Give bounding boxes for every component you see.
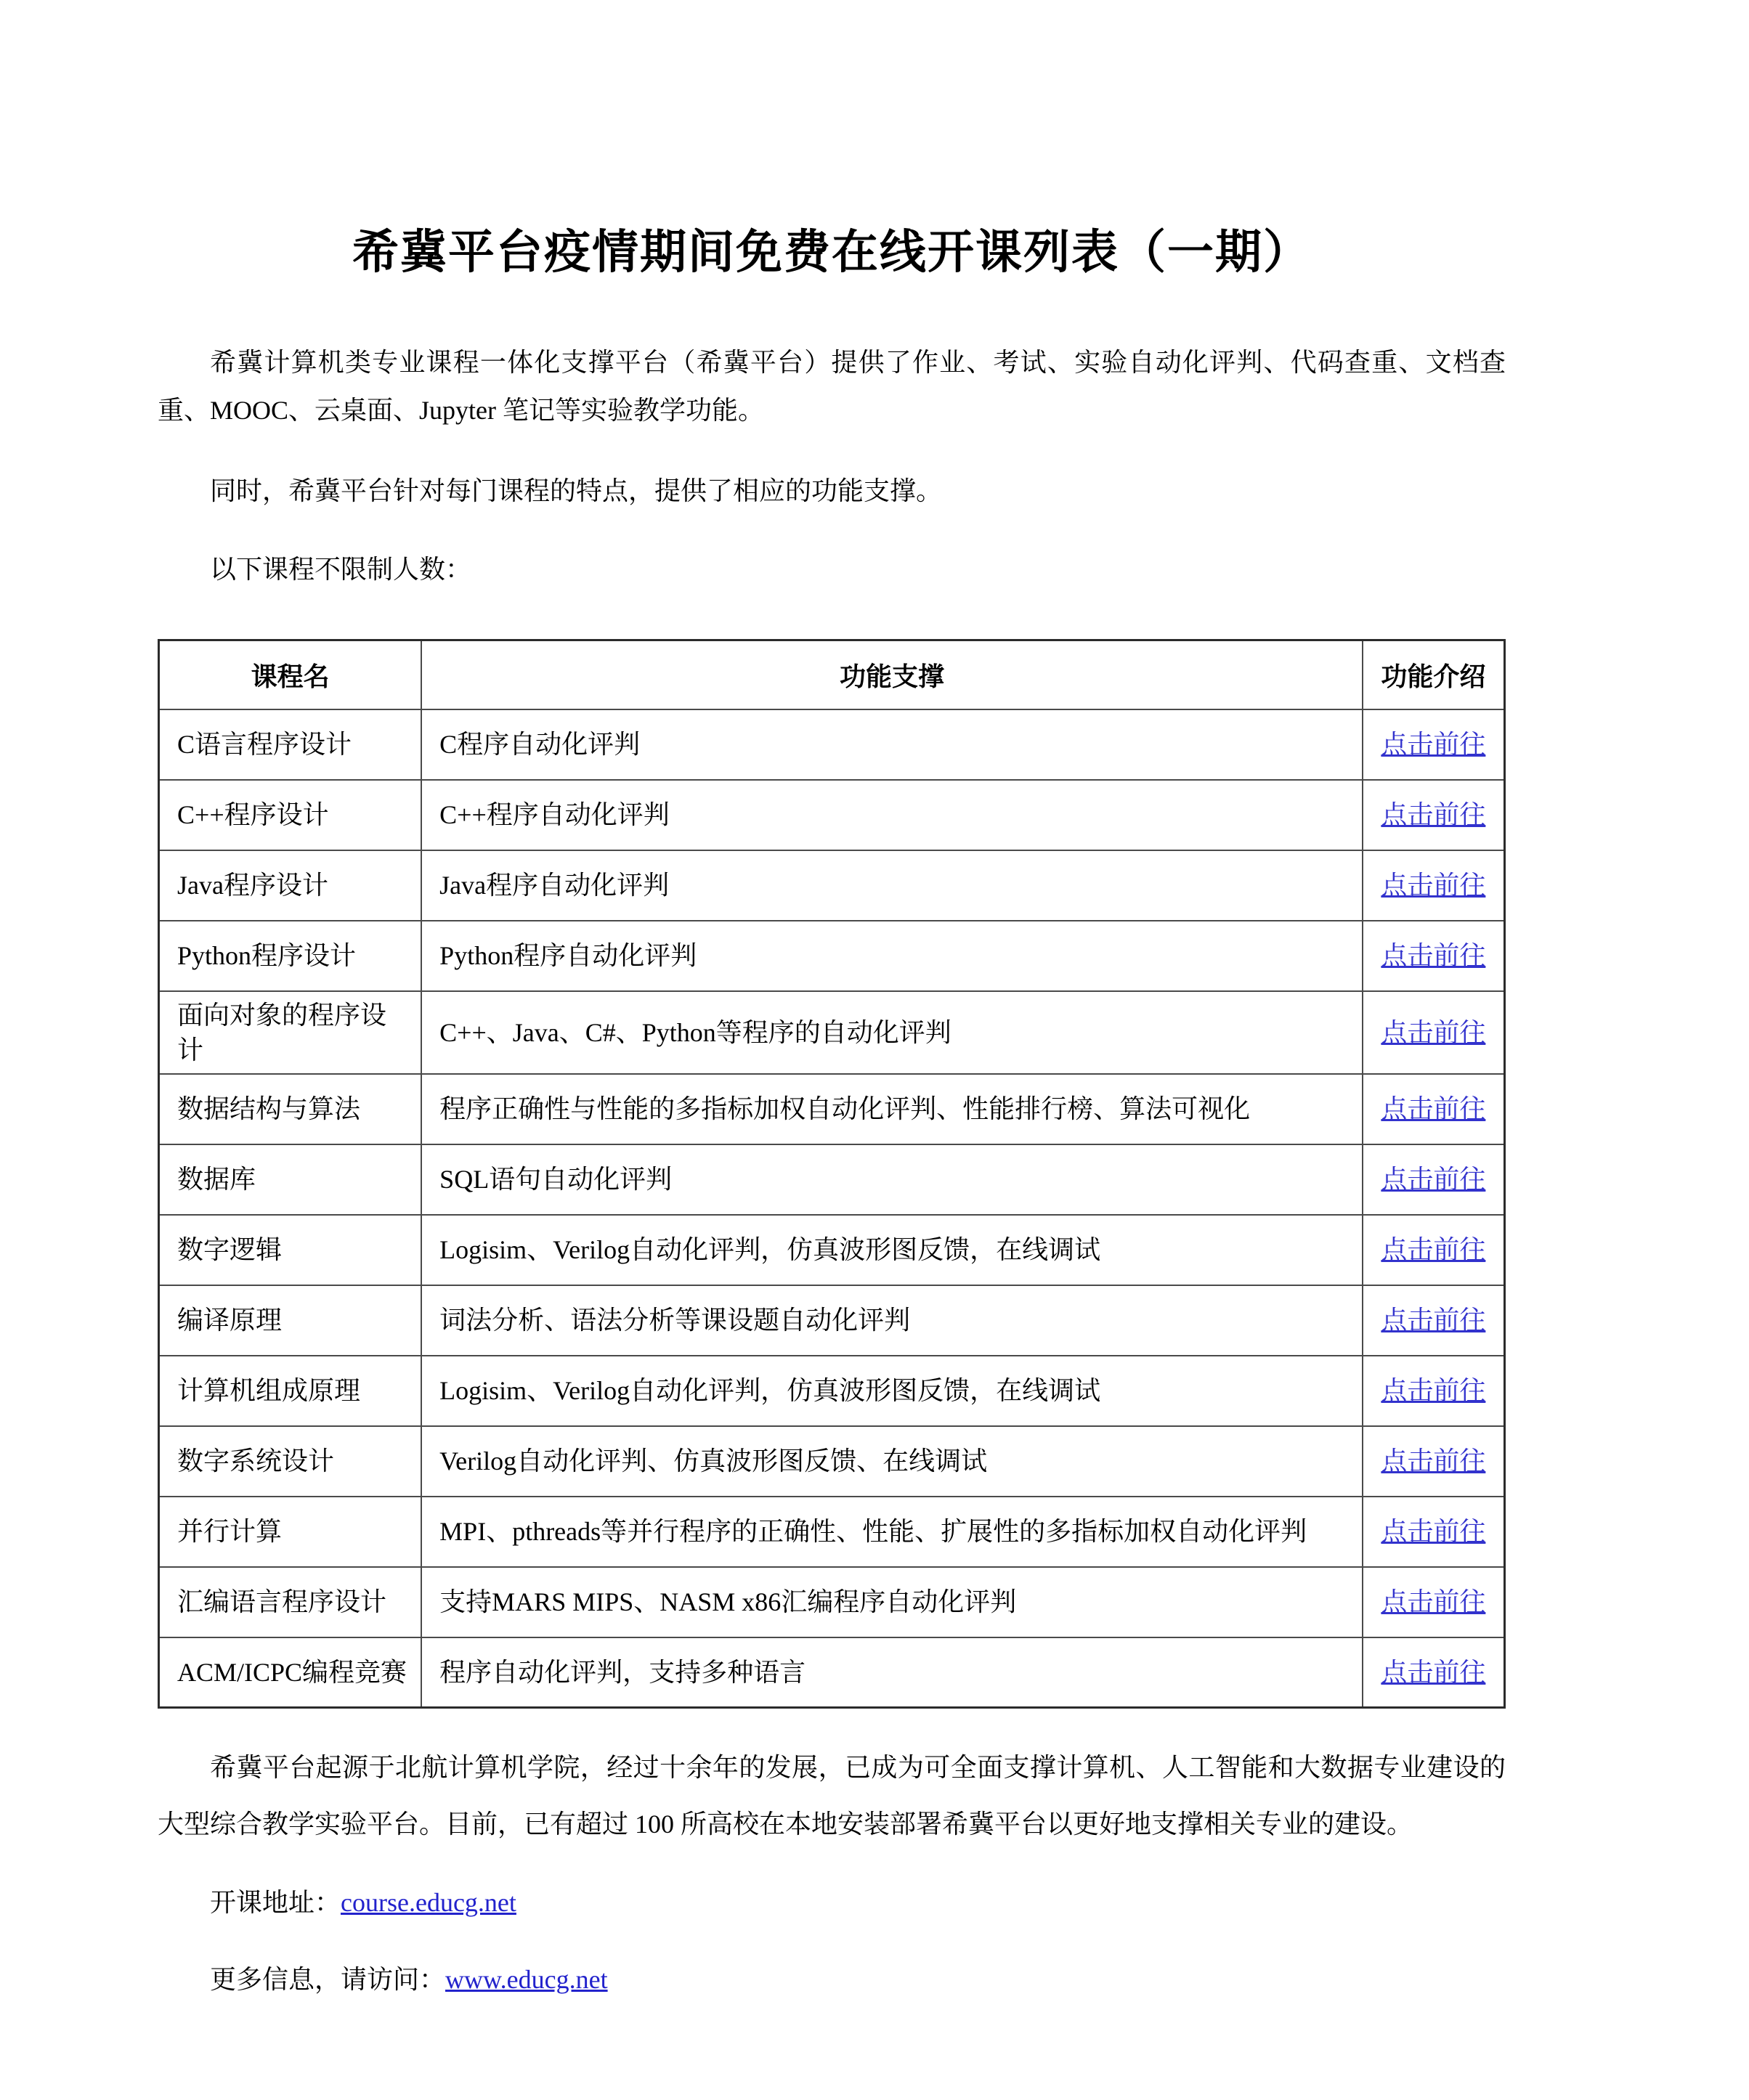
table-row [159, 991, 1505, 1074]
more-info-link[interactable]: www.educg.net [445, 1965, 608, 1994]
feature-intro-cell [1363, 1285, 1505, 1356]
feature-support-cell: C程序自动化评判 [421, 709, 1363, 780]
go-to-course-link[interactable]: 点击前往 [1381, 1517, 1486, 1546]
go-to-course-link[interactable]: 点击前往 [1381, 1657, 1486, 1687]
course-name-cell: Java程序设计 [159, 850, 422, 921]
table-row [159, 1356, 1505, 1426]
feature-intro-cell [1363, 921, 1505, 991]
table-row [159, 1426, 1505, 1497]
feature-intro-cell [1363, 1074, 1505, 1144]
header-course-name: 课程名 [159, 640, 422, 709]
feature-intro-cell [1363, 991, 1505, 1074]
feature-support-cell: C++程序自动化评判 [421, 780, 1363, 850]
course-name-cell: C语言程序设计 [159, 709, 422, 780]
course-name-cell: 面向对象的程序设计 [159, 991, 422, 1074]
course-table-header [159, 640, 1505, 709]
feature-support-cell: Logisim、Verilog自动化评判，仿真波形图反馈，在线调试 [421, 1215, 1363, 1285]
go-to-course-link[interactable]: 点击前往 [1381, 1017, 1486, 1047]
table-row [159, 1215, 1505, 1285]
closing-paragraph: 希冀平台起源于北航计算机学院，经过十余年的发展，已成为可全面支撑计算机、人工智能和大数据专业建设的大型综合教学实验平台。目前，已有超过 100 所高校在本地安装部署希冀平台以更好地支撑相关专业的建设。 [158, 1753, 1506, 1839]
feature-support-cell: MPI、pthreads等并行程序的正确性、性能、扩展性的多指标加权自动化评判 [421, 1497, 1363, 1567]
feature-support-cell: C++、Java、C#、Python等程序的自动化评判 [421, 991, 1363, 1074]
table-row [159, 1497, 1505, 1567]
feature-intro-cell [1363, 1497, 1505, 1567]
feature-support-cell: 词法分析、语法分析等课设题自动化评判 [421, 1285, 1363, 1356]
more-info-label: 更多信息，请访问： [210, 1965, 446, 1994]
course-name-cell: C++程序设计 [159, 780, 422, 850]
course-name-cell: ACM/ICPC编程竞赛 [159, 1637, 422, 1708]
go-to-course-link[interactable]: 点击前往 [1381, 730, 1486, 759]
intro-paragraph-2: 同时，希冀平台针对每门课程的特点，提供了相应的功能支撑。 [210, 476, 943, 505]
feature-intro-cell [1363, 780, 1505, 850]
feature-intro-cell [1363, 1356, 1505, 1426]
course-table [158, 639, 1506, 1709]
course-name-cell: 汇编语言程序设计 [159, 1567, 422, 1637]
course-name-cell: 数字逻辑 [159, 1215, 422, 1285]
course-name-cell: 数据结构与算法 [159, 1074, 422, 1144]
feature-intro-cell [1363, 1426, 1505, 1497]
course-table-body [159, 709, 1505, 1708]
feature-intro-cell [1363, 709, 1505, 780]
feature-support-cell: 程序自动化评判，支持多种语言 [421, 1637, 1363, 1708]
course-name-cell: 数字系统设计 [159, 1426, 422, 1497]
feature-support-cell: 程序正确性与性能的多指标加权自动化评判、性能排行榜、算法可视化 [421, 1074, 1363, 1144]
course-name-cell: Python程序设计 [159, 921, 422, 991]
course-name-cell: 数据库 [159, 1144, 422, 1215]
go-to-course-link[interactable]: 点击前往 [1381, 1376, 1486, 1405]
course-address-line [158, 1879, 1506, 1926]
table-row [159, 850, 1505, 921]
intro-paragraph-3: 以下课程不限制人数： [210, 555, 472, 584]
go-to-course-link[interactable]: 点击前往 [1381, 1306, 1486, 1335]
feature-intro-cell [1363, 1567, 1505, 1637]
table-row [159, 1637, 1505, 1708]
table-row [159, 780, 1505, 850]
course-name-cell: 编译原理 [159, 1285, 422, 1356]
feature-support-cell: 支持MARS MIPS、NASM x86汇编程序自动化评判 [421, 1567, 1363, 1637]
feature-intro-cell [1363, 1215, 1505, 1285]
more-info-line [158, 1955, 1506, 2003]
page-title: 希冀平台疫情期间免费在线开课列表（一期） [352, 226, 1311, 278]
feature-intro-cell [1363, 1144, 1505, 1215]
table-row [159, 1074, 1505, 1144]
document-content [158, 0, 1506, 2003]
feature-support-cell: Python程序自动化评判 [421, 921, 1363, 991]
go-to-course-link[interactable]: 点击前往 [1381, 800, 1486, 829]
course-name-cell: 计算机组成原理 [159, 1356, 422, 1426]
go-to-course-link[interactable]: 点击前往 [1381, 941, 1486, 970]
header-row [159, 640, 1505, 709]
feature-intro-cell [1363, 850, 1505, 921]
header-feature-intro: 功能介绍 [1363, 640, 1505, 709]
feature-support-cell: Logisim、Verilog自动化评判，仿真波形图反馈，在线调试 [421, 1356, 1363, 1426]
table-row [159, 709, 1505, 780]
feature-support-cell: Java程序自动化评判 [421, 850, 1363, 921]
header-feature-support: 功能支撑 [421, 640, 1363, 709]
feature-support-cell: Verilog自动化评判、仿真波形图反馈、在线调试 [421, 1426, 1363, 1497]
feature-support-cell: SQL语句自动化评判 [421, 1144, 1363, 1215]
go-to-course-link[interactable]: 点击前往 [1381, 1165, 1486, 1194]
course-address-link[interactable]: course.educg.net [341, 1888, 516, 1917]
intro-paragraph-1: 希冀计算机类专业课程一体化支撑平台（希冀平台）提供了作业、考试、实验自动化评判、代码查重、文档查重、MOOC、云桌面、Jupyter 笔记等实验教学功能。 [158, 348, 1506, 425]
table-row [159, 1567, 1505, 1637]
go-to-course-link[interactable]: 点击前往 [1381, 1094, 1486, 1123]
table-row [159, 1144, 1505, 1215]
feature-intro-cell [1363, 1637, 1505, 1708]
go-to-course-link[interactable]: 点击前往 [1381, 1587, 1486, 1616]
go-to-course-link[interactable]: 点击前往 [1381, 871, 1486, 900]
table-row [159, 921, 1505, 991]
go-to-course-link[interactable]: 点击前往 [1381, 1446, 1486, 1476]
table-row [159, 1285, 1505, 1356]
course-name-cell: 并行计算 [159, 1497, 422, 1567]
course-address-label: 开课地址： [210, 1888, 341, 1917]
go-to-course-link[interactable]: 点击前往 [1381, 1235, 1486, 1264]
